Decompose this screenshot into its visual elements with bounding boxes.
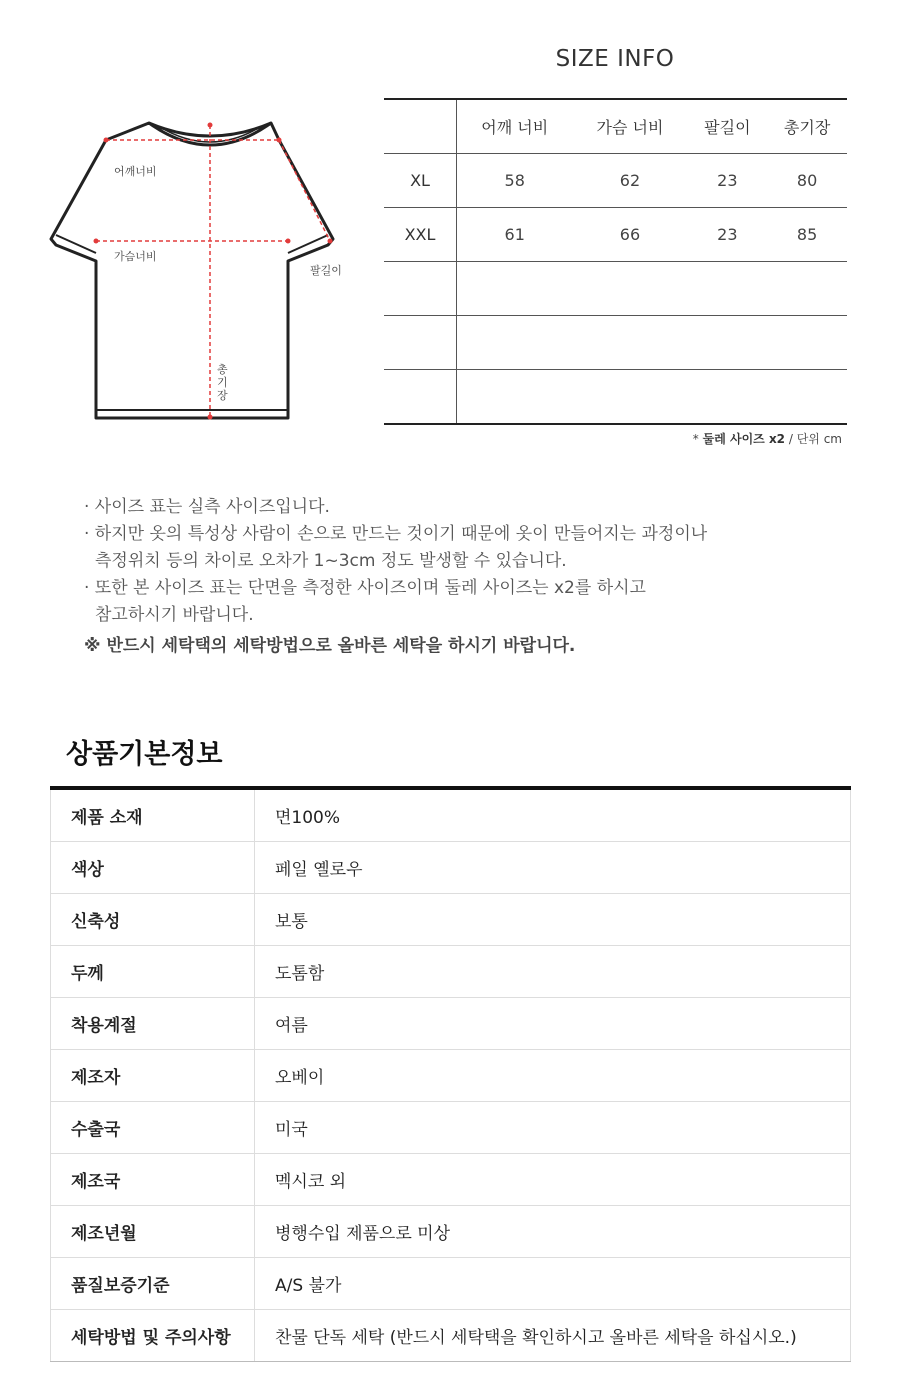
size-cell [572,370,687,425]
size-row [384,262,847,316]
info-value: 면100% [255,788,851,842]
size-cell [572,316,687,370]
info-label: 신축성 [51,894,255,946]
note-line: 측정위치 등의 차이로 오차가 1~3cm 정도 발생할 수 있습니다. [95,551,567,571]
note-line: 참고하시기 바랍니다. [95,605,254,625]
size-cell [687,262,767,316]
info-value: 찬물 단독 세탁 (반드시 세탁택을 확인하시고 올바른 세탁을 하십시오.) [255,1310,851,1362]
table-row [51,842,851,894]
table-row [51,998,851,1050]
table-row [51,1206,851,1258]
table-row [51,1258,851,1310]
info-value: 미국 [255,1102,851,1154]
product-info-title: 상품기본정보 [66,739,223,770]
size-cell: 62 [572,154,687,208]
info-label: 품질보증기준 [51,1258,255,1310]
size-cell [767,370,847,425]
note-unit: / 단위 cm [785,432,842,446]
size-table-header [384,99,847,154]
size-cell [457,370,573,425]
size-row [384,208,847,262]
size-cell: 23 [687,154,767,208]
info-value: 멕시코 외 [255,1154,851,1206]
size-col-header: 가슴 너비 [572,99,687,154]
size-cell: 85 [767,208,847,262]
size-col-header [384,99,457,154]
info-label: 제조국 [51,1154,255,1206]
table-row [51,1154,851,1206]
info-label: 착용계절 [51,998,255,1050]
shoulder-width-label: 어깨너비 [114,165,157,178]
table-row [51,894,851,946]
size-row [384,316,847,370]
note-circumference: 둘레 사이즈 x2 [702,432,786,446]
tshirt-diagram [40,105,360,435]
size-name [384,316,457,370]
table-row [51,946,851,998]
info-label: 두께 [51,946,255,998]
info-value: A/S 불가 [255,1258,851,1310]
size-cell: 61 [457,208,573,262]
product-info-table [50,786,851,1362]
table-row [51,788,851,842]
info-value: 보통 [255,894,851,946]
size-unit-note [560,430,842,447]
size-col-header: 총기장 [767,99,847,154]
info-label: 수출국 [51,1102,255,1154]
size-cell [457,262,573,316]
size-name [384,370,457,425]
info-value: 오베이 [255,1050,851,1102]
size-cell [457,316,573,370]
info-label: 제품 소재 [51,788,255,842]
size-name [384,262,457,316]
table-row [51,1050,851,1102]
note-line: · 또한 본 사이즈 표는 단면을 측정한 사이즈이며 둘레 사이즈는 x2를 하시고 [84,578,646,598]
info-value: 여름 [255,998,851,1050]
size-cell: 23 [687,208,767,262]
size-row [384,154,847,208]
size-name: XL [384,154,457,208]
note-line: · 하지만 옷의 특성상 사람이 손으로 만드는 것이기 때문에 옷이 만들어지는 과정이나 [84,524,708,544]
info-label: 제조년월 [51,1206,255,1258]
chest-width-label: 가슴너비 [114,250,157,263]
table-row [51,1310,851,1362]
size-row [384,370,847,425]
table-row [51,1102,851,1154]
info-value: 병행수입 제품으로 미상 [255,1206,851,1258]
size-cell [767,262,847,316]
size-cell [572,262,687,316]
info-value: 페일 옐로우 [255,842,851,894]
size-cell: 58 [457,154,573,208]
info-label: 제조자 [51,1050,255,1102]
size-name: XXL [384,208,457,262]
size-cell [687,370,767,425]
total-length-label: 총 기 장 [217,363,228,402]
note-prefix: * [692,432,703,446]
info-label: 세탁방법 및 주의사항 [51,1310,255,1362]
info-value: 도톰함 [255,946,851,998]
washing-warning: ※ 반드시 세탁택의 세탁방법으로 올바른 세탁을 하시기 바랍니다. [84,636,576,656]
size-col-header: 어깨 너비 [457,99,573,154]
size-notes [84,494,844,660]
size-info-title: SIZE INFO [555,46,675,72]
info-label: 색상 [51,842,255,894]
note-line: · 사이즈 표는 실측 사이즈입니다. [84,497,330,517]
size-cell [767,316,847,370]
size-cell: 80 [767,154,847,208]
size-col-header: 팔길이 [687,99,767,154]
size-cell [687,316,767,370]
sleeve-length-label: 팔길이 [310,264,342,277]
size-table [384,98,847,425]
size-cell: 66 [572,208,687,262]
